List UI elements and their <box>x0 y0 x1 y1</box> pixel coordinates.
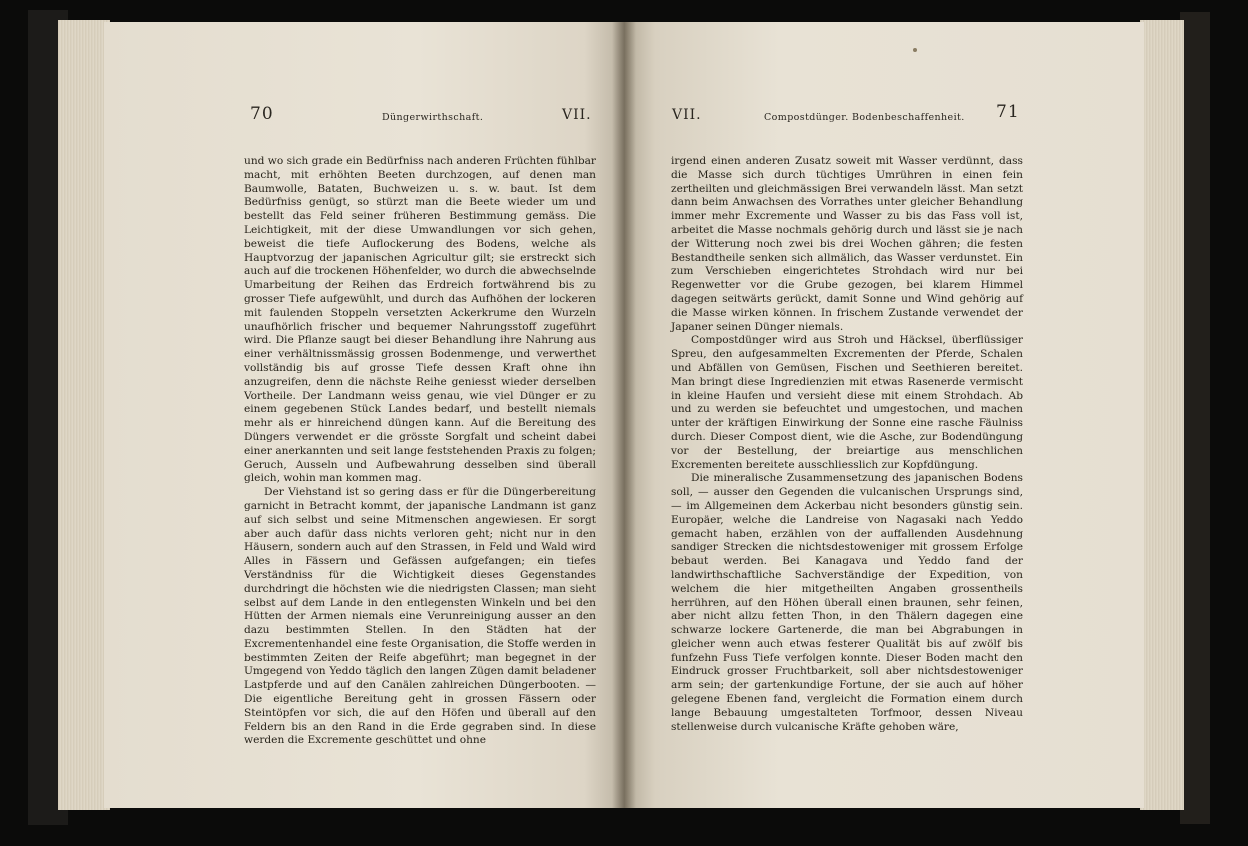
paragraph: Compostdünger wird aus Stroh und Häcksel, überflüssiger Spreu, den aufgesammelten Excrementen der Pferde, Schalen und Abfällen von Gemüsen, Fischen und Seethieren bereitet. Man bringt diese Ingredienzien mit etwas Rasenerde vermischt in kleine Haufen und versieht diese mit einem Strohdach. Ab und zu werden sie befeuchtet und umgestochen, und machen unter der kräftigen Einwirkung der Sonne eine rasche Fäulniss durch. Dieser Compost dient, wie die Asche, zur Bodendüngung vor der Bestellung, der breiartige aus menschlichen Excrementen bereitete ausschliesslich zur Kopfdüngung. <box>671 334 1023 471</box>
right-page <box>624 22 1144 808</box>
right-page-header <box>624 102 1144 142</box>
paragraph: Der Viehstand ist so gering dass er für die Düngerbereitung garnicht in Betracht kommt, der japanische Landmann ist ganz auf sich selbst und seine Mitmenschen angewiesen. Er sorgt aber auch dafür dass nichts verloren geht; nicht nur in den Häusern, sondern auch auf den Strassen, in Feld und Wald wird Alles in Fässern und Gefässen aufgefangen; ein tiefes Verständniss für die Wichtigkeit dieses Gegenstandes durchdringt die höchsten wie die niedrigsten Classen; man sieht selbst auf dem Lande in den entlegensten Winkeln und bei den Hütten der Armen niemals eine Verunreinigung ausser an den dazu bestimmten Stellen. In den Städten hat der Excrementenhandel eine feste Organisation, die Stoffe werden in bestimmten Zeiten der Reife abgeführt; man begegnet in der Umgegend von Yeddo täglich den langen Zügen damit beladener Lastpferde und auf den Canälen zahlreichen Düngerbooten. — Die eigentliche Bereitung geht in grossen Fässern oder Steintöpfen vor sich, die auf den Höfen und überall auf den Feldern bis an den Rand in die Erde gegraben sind. In diese werden die Excremente geschüttet und ohne <box>244 486 596 747</box>
left-page-header <box>104 102 626 142</box>
right-page-edges <box>1140 20 1184 810</box>
running-head: Düngerwirthschaft. <box>382 112 484 123</box>
paragraph: irgend einen anderen Zusatz soweit mit Wasser verdünnt, dass die Masse sich durch tüchtiges Umrühren in einen fein zertheilten und gleichmässigen Brei verwandeln lässt. Man setzt dann beim Anwachsen des Vorrathes unter gleicher Behandlung immer mehr Excremente und Wasser zu bis das Fass voll ist, arbeitet die Masse nochmals gehörig durch und lässt sie je nach der Witterung noch zwei bis drei Wochen gähren; die festen Bestandtheile senken sich allmälich, das Wasser verdunstet. Ein zum Verschieben eingerichtetes Strohdach wird nur bei Regenwetter vor die Grube gezogen, bei klarem Himmel dagegen seitwärts gerückt, damit Sonne und Wind gehörig auf die Masse wirken können. In frischem Zustande verwendet der Japaner seinen Dünger niemals. <box>671 155 1023 333</box>
page-number: 70 <box>250 104 274 124</box>
right-cover-edge <box>1180 12 1210 824</box>
chapter-number: VII. <box>562 107 592 123</box>
page-number: 71 <box>996 102 1020 122</box>
paragraph: Die mineralische Zusammensetzung des japanischen Bodens soll, — ausser den Gegenden die vulcanischen Ursprungs sind, — im Allgemeinen dem Ackerbau nicht besonders günstig sein. Europäer, welche die Landreise von Nagasaki nach Yeddo gemacht haben, erzählen von der auffallenden Ausdehnung sandiger Strecken die nichtsdestoweniger mit grossem Erfolge bebaut werden. Bei Kanagava und Yeddo fand der landwirthschaftliche Sachverständige der Expedition, von welchem die hier mitgetheilten Angaben grossentheils herrühren, auf den Höhen überall einen braunen, sehr feinen, aber nicht allzu fetten Thon, in den Thälern dagegen eine schwarze lockere Gartenerde, die man bei Abgrabungen in gleicher wenn auch etwas festerer Qualität bis auf zwölf bis funfzehn Fuss Tiefe verfolgen konnte. Dieser Boden macht den Eindruck grosser Fruchtbarkeit, soll aber nichtsdestoweniger arm sein; der gartenkundige Fortune, der sie auch auf höher gelegene Ebenen fand, vergleicht die Formation einem durch lange Bebauung umgestalteten Torfmoor, dessen Niveau stellenweise durch vulcanische Kräfte gehoben wäre, <box>671 472 1023 733</box>
running-head: Compostdünger. Bodenbeschaffenheit. <box>764 112 965 123</box>
left-page <box>104 22 626 808</box>
paper-speck <box>913 48 917 52</box>
left-page-edges <box>58 20 110 810</box>
chapter-number: VII. <box>672 107 702 123</box>
right-page-body <box>671 155 1023 734</box>
book-gutter <box>612 22 636 808</box>
left-page-body <box>244 155 596 748</box>
paragraph: und wo sich grade ein Bedürfniss nach anderen Früchten fühlbar macht, mit erhöhten Beeten durchzogen, auf denen man Baumwolle, Bataten, Buchweizen u. s. w. baut. Ist dem Bedürfniss genügt, so stürzt man die Beete wieder um und bestellt das Feld seiner früheren Bestimmung gemäss. Die Leichtigkeit, mit der diese Umwandlungen vor sich gehen, beweist die tiefe Auflockerung des Bodens, welche als Hauptvorzug der japanischen Agricultur gilt; sie erstreckt sich auch auf die trockenen Höhenfelder, wo durch die abwechselnde Umarbeitung der Reihen das Erdreich fortwährend bis zu grosser Tiefe aufgewühlt, und durch das Aufhöhen der lockeren mit faulenden Stoppeln versetzten Ackerkrume den Wurzeln unaufhörlich frischer und bequemer Nahrungsstoff zugeführt wird. Die Pflanze saugt bei dieser Behandlung ihre Nahrung aus einer verhältnissmässig grossen Bodenmenge, und verwerthet vollständig bis auf grosse Tiefe dessen Kraft ohne ihn anzugreifen, denn die nächste Reihe geniesst wieder derselben Vortheile. Der Landmann weiss genau, wie viel Dünger er zu einem gegebenen Stück Landes bedarf, und bestellt niemals mehr als er hinreichend düngen kann. Auf die Bereitung des Düngers verwendet er die grösste Sorgfalt und scheint dabei einer anerkannten und seit lange feststehenden Praxis zu folgen; Geruch, Ausseln und Aufbewahrung desselben sind überall gleich, wohin man kommen mag. <box>244 155 596 485</box>
